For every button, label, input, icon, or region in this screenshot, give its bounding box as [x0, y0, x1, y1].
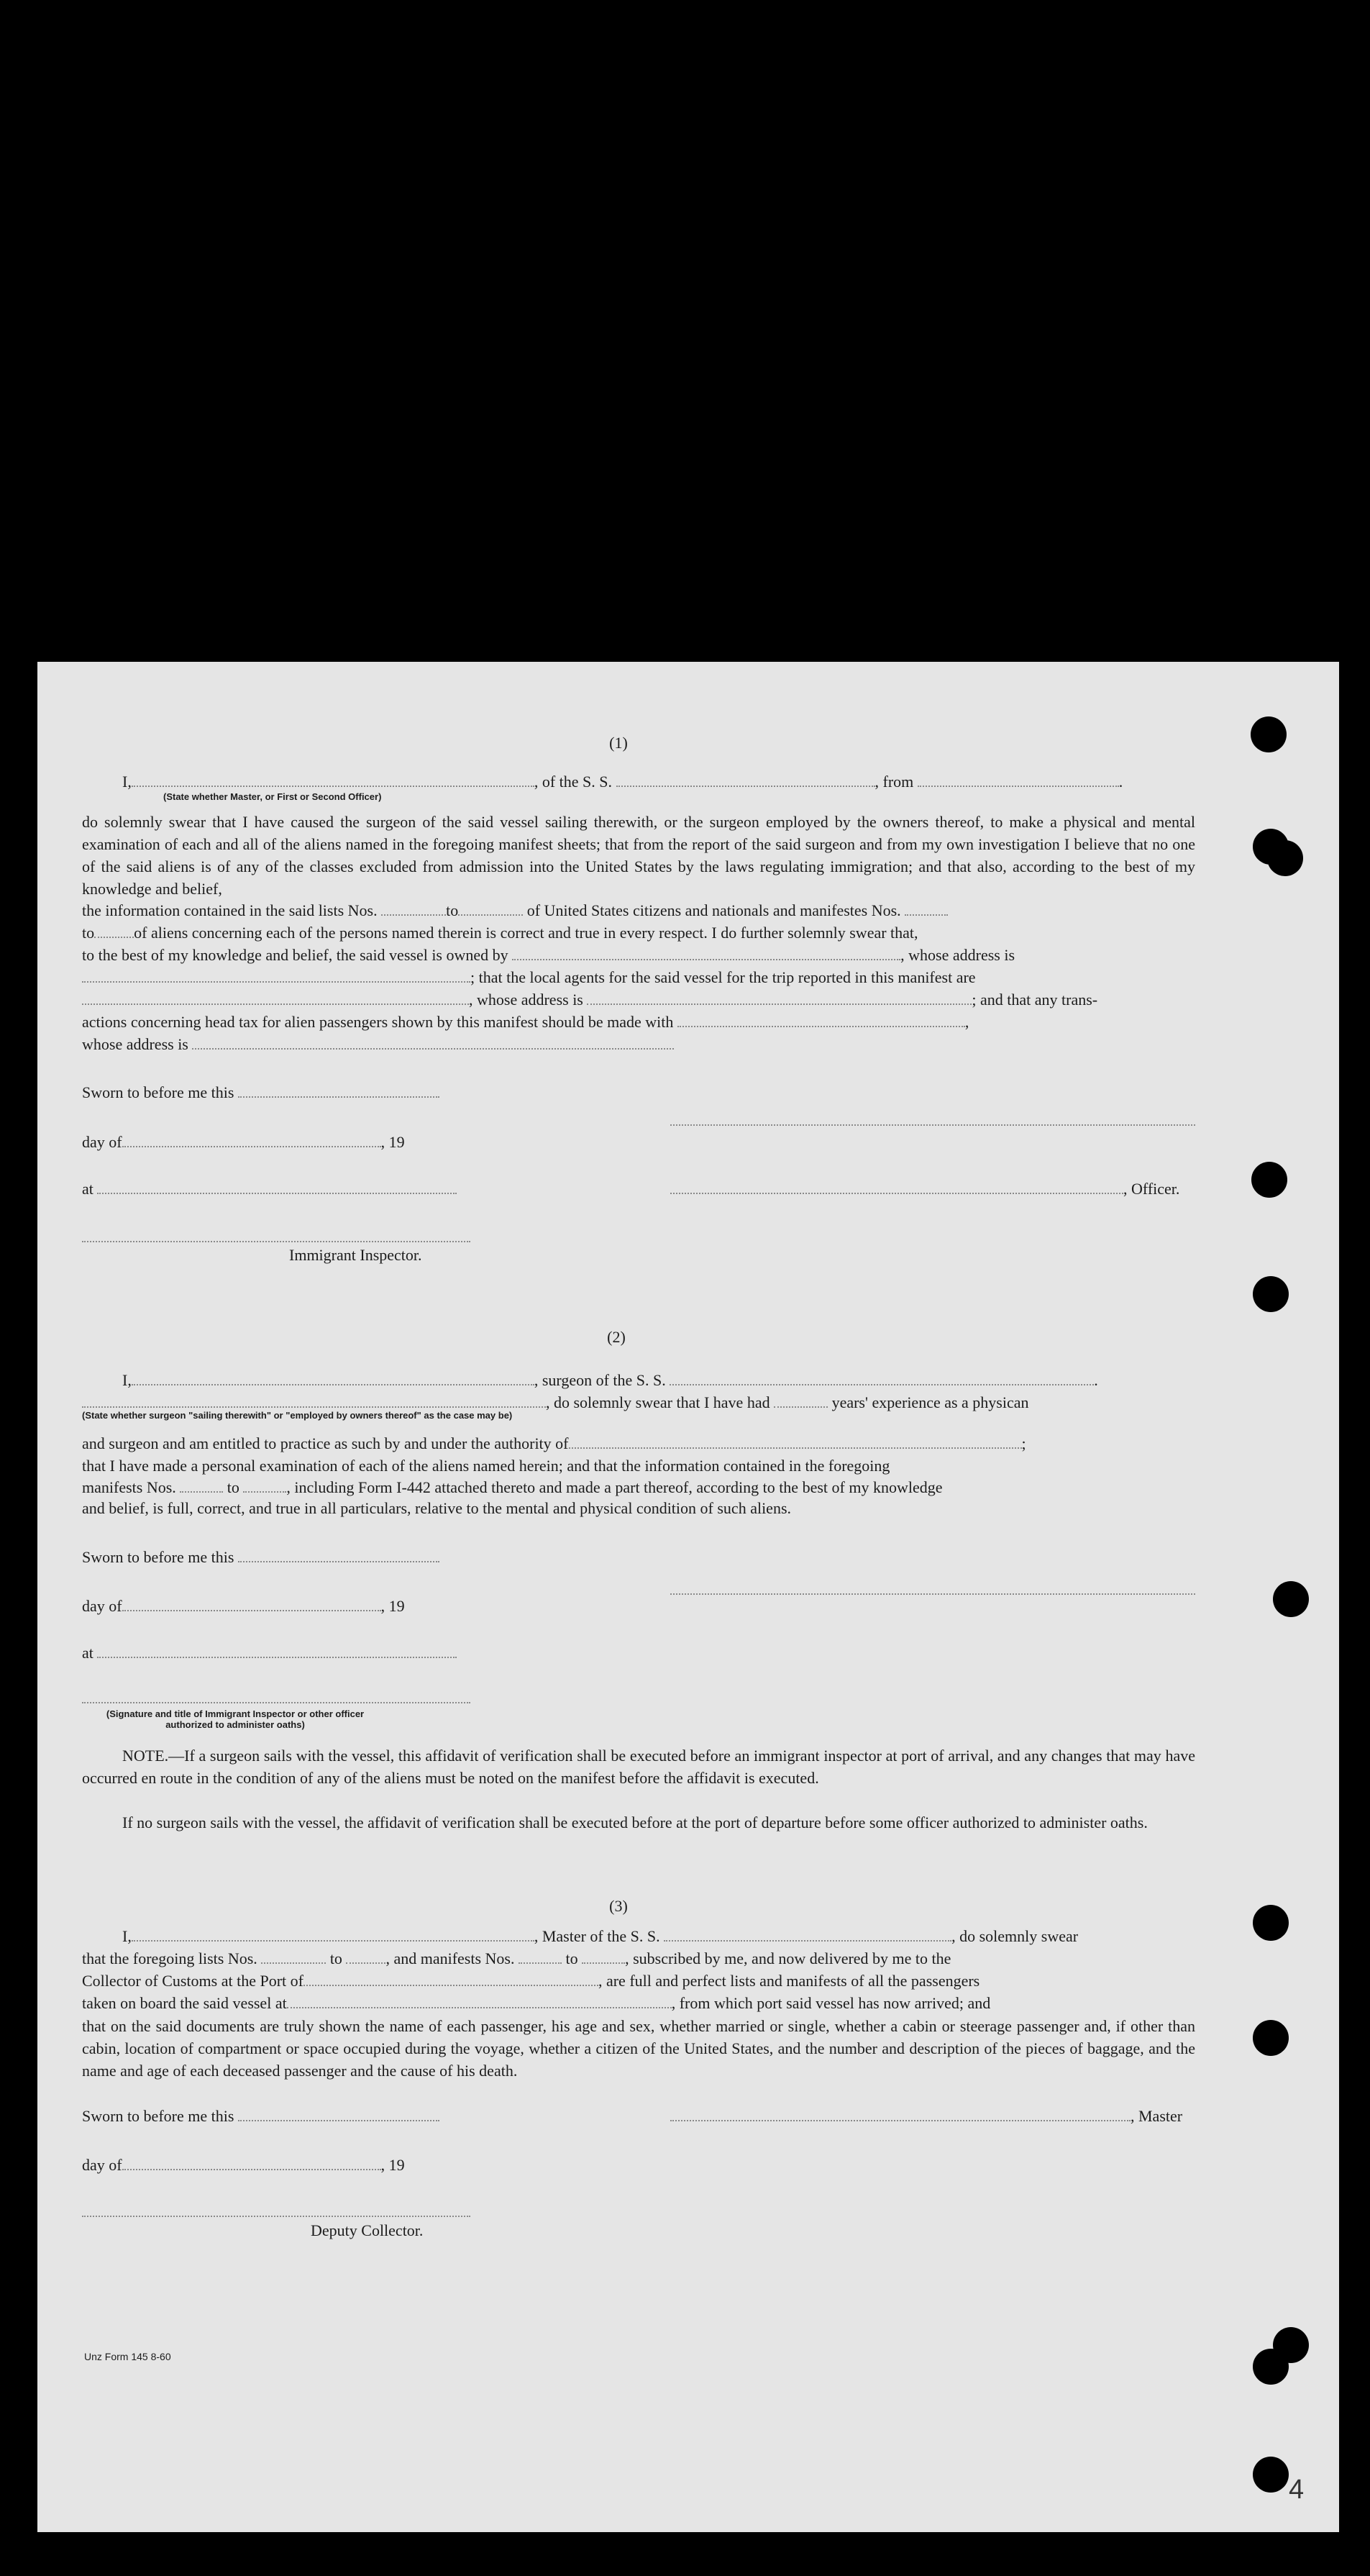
section-2-swear-line	[82, 1392, 1029, 1412]
manifests-label: manifests Nos.	[82, 1478, 176, 1496]
aliens-text: of aliens concerning each of the persons named therein is correct and true in every respect. I do further solemnly swear that,	[134, 923, 918, 942]
delivered-label: , subscribed by me, and now delivered by me to the	[625, 1949, 951, 1967]
section-1-paragraph: do solemnly swear that I have caused the surgeon of the said vessel sailing therewith, or the surgeon employed by the owners thereof, to make a physical and mental examination of each and all of the aliens named in the foregoing manifest sheets; that from the report of the said surgeon and from my own investigation I believe that no one of the said aliens is of any of the classes excluded from admission into the United States by the laws regulating immigration; and that also, according to the best of my knowledge and belief,	[82, 813, 1195, 898]
sworn-date-field[interactable]	[238, 1547, 439, 1562]
master-name-field[interactable]	[132, 1926, 534, 1942]
punch-hole	[1253, 1905, 1289, 1941]
agents-address-field[interactable]	[587, 989, 972, 1005]
vessel-name-field[interactable]	[670, 1370, 1094, 1385]
section-1-at-line	[82, 1178, 457, 1198]
section-3-number: (3)	[609, 1897, 628, 1915]
of-ss-label: , of the S. S.	[534, 772, 613, 791]
line-end: ,	[964, 1012, 969, 1031]
swear-label: , do solemnly swear that I have had	[546, 1393, 770, 1411]
master-signature-field[interactable]	[670, 2106, 1131, 2121]
port-field[interactable]	[303, 1970, 598, 1986]
to-label: to	[329, 1949, 342, 1967]
lists-to-field[interactable]	[346, 1948, 385, 1964]
transactions-label: ; and that any trans-	[972, 990, 1098, 1009]
punch-hole	[1273, 1581, 1309, 1617]
section-3-line-1	[122, 1926, 1078, 1946]
section-3-sworn-line	[82, 2106, 439, 2126]
section-3-day-line	[82, 2154, 405, 2175]
manifests-text: , including Form I-442 attached thereto and made a part thereof, according to the best of my knowledge	[286, 1478, 943, 1496]
owner-field[interactable]	[512, 945, 900, 960]
immigrant-inspector-label: Immigrant Inspector.	[289, 1246, 422, 1264]
section-3-paragraph: that on the said documents are truly shown the name of each passenger, his age and sex, whether married or single, whether a cabin or steerage passenger and, if other than cabin, location of compartment or space occupied during the voyage, whether a citizen of the United States, and the number and description of the pieces of baggage, and the name and age of each deceased passenger and the cause of his death.	[82, 2017, 1195, 2080]
section-3-collector-line	[82, 1970, 979, 1990]
signature-title-note: (Signature and title of Immigrant Inspector or other officer authorized to administer oaths)	[106, 1708, 365, 1730]
surgeon-status-note: (State whether surgeon "sailing therewith" or "employed by owners thereof" as the case may be)	[82, 1410, 513, 1421]
head-tax-address-field[interactable]	[192, 1034, 674, 1050]
examination-text: that I have made a personal examination of each of the aliens named herein; and that the information contained in the foregoing	[82, 1457, 890, 1475]
manifests-from-field[interactable]	[519, 1948, 562, 1964]
line-end: .	[1094, 1370, 1098, 1389]
year-label: , 19	[380, 1596, 405, 1615]
section-1-owned-line	[82, 945, 1015, 965]
line-end: ;	[1021, 1434, 1026, 1452]
month-field[interactable]	[122, 2154, 381, 2170]
swear-label: , do solemnly swear	[951, 1926, 1079, 1945]
punch-hole	[1251, 1162, 1287, 1198]
manifests-from-field[interactable]	[905, 900, 948, 916]
head-tax-label: actions concerning head tax for alien passengers shown by this manifest should be made with	[82, 1012, 674, 1031]
officer-rank-note: (State whether Master, or First or Second Officer)	[163, 791, 382, 802]
whose-address-label: whose address is	[82, 1034, 188, 1053]
at-label: at	[82, 1643, 93, 1662]
authority-label: and surgeon and am entitled to practice as such by and under the authority of	[82, 1434, 569, 1452]
deputy-signature-line[interactable]	[82, 2216, 470, 2217]
section-2-line-1	[122, 1370, 1098, 1390]
section-2-authority-line	[82, 1433, 1026, 1453]
vessel-name-field[interactable]	[616, 771, 875, 787]
day-of-label: day of	[82, 1596, 122, 1615]
form-number: Unz Form 145 8-60	[84, 2351, 171, 2362]
section-2-at-line	[82, 1642, 457, 1662]
place-field[interactable]	[97, 1642, 457, 1658]
day-of-label: day of	[82, 2155, 122, 2174]
punch-hole	[1253, 1276, 1289, 1312]
surgeon-status-field[interactable]	[82, 1392, 546, 1408]
lists-from-field[interactable]	[381, 900, 446, 916]
belief-text: and belief, is full, correct, and true in all particulars, relative to the mental and physical condition of such aliens.	[82, 1499, 792, 1517]
sworn-label: Sworn to before me this	[82, 1547, 234, 1566]
authority-field[interactable]	[569, 1433, 1022, 1449]
manifests-to-field[interactable]	[243, 1477, 286, 1493]
month-field[interactable]	[122, 1596, 381, 1611]
year-label: , 19	[380, 1132, 405, 1151]
owned-by-label: to the best of my knowledge and belief, the said vessel is owned by	[82, 945, 508, 964]
punch-hole	[1267, 840, 1303, 876]
sworn-date-field[interactable]	[238, 2106, 439, 2121]
margin-mark: 4	[1289, 2475, 1305, 2505]
section-3-taken-line	[82, 1993, 990, 2013]
section-2-manifests-line	[82, 1477, 942, 1497]
lists-from-field[interactable]	[261, 1948, 326, 1964]
section-2-sworn-line	[82, 1547, 439, 1567]
i-label: I,	[122, 772, 132, 791]
surgeon-signature-line[interactable]	[670, 1593, 1195, 1595]
officer-label: , Officer.	[1123, 1179, 1180, 1198]
officer-title	[670, 1178, 1179, 1198]
surgeon-of-label: , surgeon of the S. S.	[534, 1370, 666, 1389]
owner-address-field[interactable]	[82, 967, 470, 983]
section-1-sworn-line	[82, 1082, 439, 1102]
section-1-actions-line	[82, 1011, 969, 1032]
officer-name-field[interactable]	[132, 771, 534, 787]
from-port-field[interactable]	[918, 771, 1119, 787]
month-field[interactable]	[122, 1132, 381, 1147]
manifests-label: , and manifests Nos.	[385, 1949, 515, 1967]
i-label: I,	[122, 1370, 132, 1389]
sworn-label: Sworn to before me this	[82, 2106, 234, 2125]
manifests-to-field[interactable]	[94, 922, 134, 938]
section-1-lists-line	[82, 900, 948, 920]
citizens-label: of United States citizens and nationals and manifestes Nos.	[526, 901, 901, 919]
lists-label: that the foregoing lists Nos.	[82, 1949, 257, 1967]
at-label: at	[82, 1179, 93, 1198]
section-1-number: (1)	[609, 734, 628, 752]
section-1-aliens-line	[82, 922, 918, 942]
officer-signature-field[interactable]	[670, 1178, 1123, 1194]
section-2-day-line	[82, 1596, 405, 1616]
section-1-agents-address-line	[82, 989, 1097, 1009]
agents-field[interactable]	[82, 989, 469, 1005]
note-paragraph-2: If no surgeon sails with the vessel, the affidavit of verification shall be executed before at the port of departure before some officer authorized to administer oaths.	[122, 1813, 1148, 1831]
deputy-collector-label: Deputy Collector.	[311, 2221, 424, 2239]
punch-hole	[1253, 2457, 1289, 2493]
punch-hole	[1253, 2349, 1289, 2385]
i-label: I,	[122, 1926, 132, 1945]
sworn-label: Sworn to before me this	[82, 1083, 234, 1101]
taken-label: taken on board the said vessel at	[82, 1993, 287, 2012]
section-1-line-1	[122, 771, 1123, 791]
section-1-agents-line	[82, 967, 976, 987]
to-label: to	[565, 1949, 578, 1967]
section-1-day-line	[82, 1132, 405, 1152]
note-paragraph-1: NOTE.—If a surgeon sails with the vessel, this affidavit of verification shall be executed before an immigrant inspector at port of arrival, and any changes that may have occurred en route in the condition of any of the aliens must be noted on the manifest before the affidavit is executed.	[82, 1747, 1195, 1787]
manifest-affidavit-page	[37, 662, 1339, 2532]
full-lists-label: , are full and perfect lists and manifests of all the passengers	[598, 1971, 980, 1990]
to-label: to	[446, 901, 459, 919]
sworn-date-field[interactable]	[238, 1082, 439, 1098]
manifests-from-field[interactable]	[180, 1477, 223, 1493]
punch-hole	[1251, 716, 1287, 752]
agents-text: ; that the local agents for the said vessel for the trip reported in this manifest are	[470, 968, 976, 986]
punch-hole	[1253, 2020, 1289, 2056]
inspector-signature-line[interactable]	[82, 1241, 470, 1242]
experience-label: years' experience as a physican	[831, 1393, 1029, 1411]
to-label: to	[82, 923, 95, 942]
section-1-whose-address-line	[82, 1034, 674, 1054]
master-signature	[670, 2106, 1182, 2126]
master-of-label: , Master of the S. S.	[534, 1926, 660, 1945]
lists-label: the information contained in the said lists Nos.	[82, 901, 378, 919]
day-of-label: day of	[82, 1132, 122, 1151]
to-label: to	[227, 1478, 239, 1496]
agents-address-label: , whose address is	[469, 990, 583, 1009]
line-end: .	[1118, 772, 1123, 791]
lists-to-field[interactable]	[458, 900, 523, 916]
manifests-to-field[interactable]	[582, 1948, 625, 1964]
vessel-name-field[interactable]	[664, 1926, 951, 1942]
section-2-number: (2)	[607, 1328, 626, 1346]
owner-address-label: , whose address is	[900, 945, 1015, 964]
head-tax-agent-field[interactable]	[677, 1011, 965, 1027]
inspector-signature-line[interactable]	[82, 1702, 470, 1703]
arrived-label: , from which port said vessel has now arrived; and	[671, 1993, 991, 2012]
officer-signature-line[interactable]	[670, 1124, 1195, 1126]
master-label: , Master	[1131, 2106, 1183, 2125]
place-field[interactable]	[97, 1178, 457, 1194]
surgeon-name-field[interactable]	[132, 1370, 534, 1385]
years-field[interactable]	[774, 1392, 828, 1408]
year-label: , 19	[380, 2155, 405, 2174]
from-label: , from	[874, 772, 914, 791]
collector-label: Collector of Customs at the Port of	[82, 1971, 303, 1990]
section-3-lists-line	[82, 1948, 951, 1968]
departure-port-field[interactable]	[287, 1993, 672, 2008]
